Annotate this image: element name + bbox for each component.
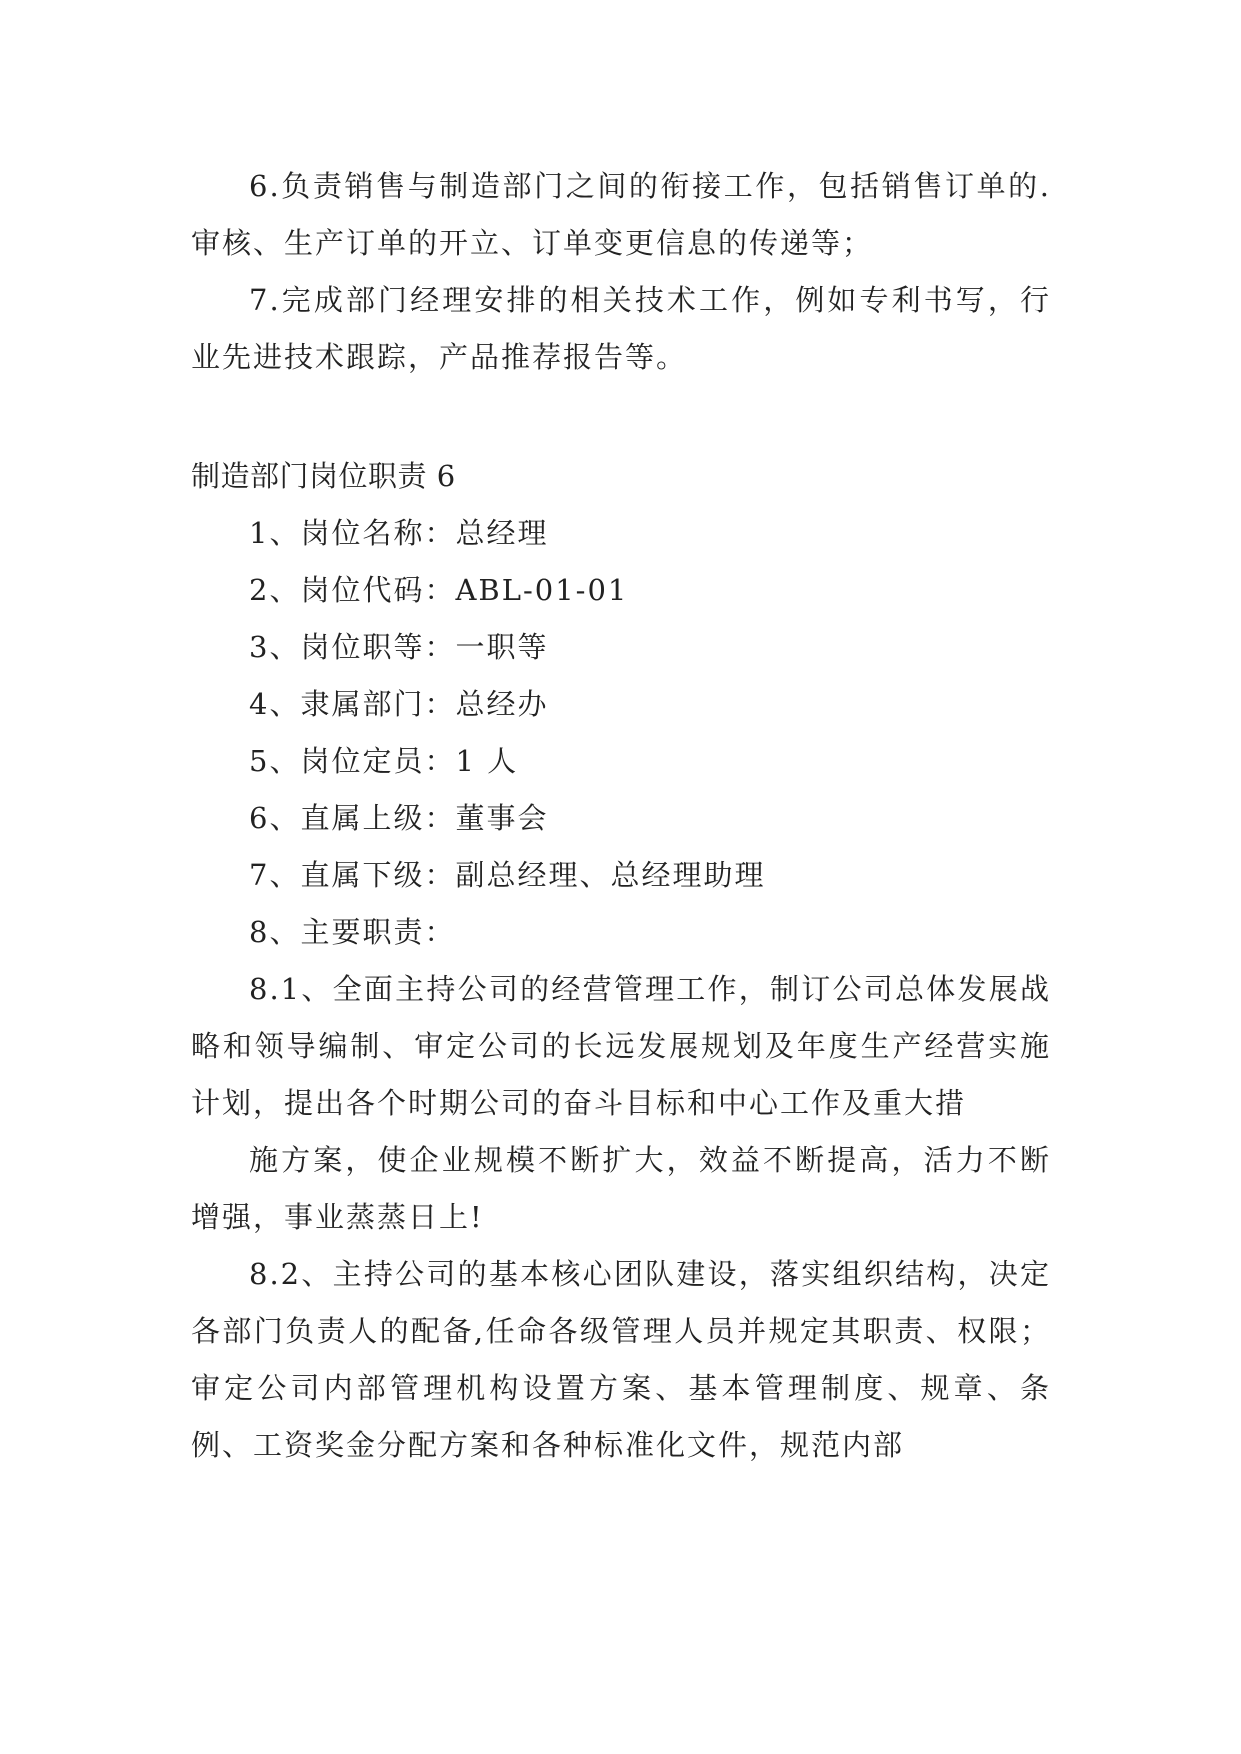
list-item-position-code: 2、岗位代码：ABL-01-01 (249, 573, 629, 607)
list-item-position-name: 1、岗位名称：总经理 (249, 516, 549, 550)
list-item-position-grade: 3、岗位职等：一职等 (249, 630, 549, 664)
section-title: 制造部门岗位职责 6 (191, 459, 456, 493)
duty-8-1: 8.1、全面主持公司的经营管理工作，制订公司总体发展战略和领导编制、审定公司的长远发展规划及年度生产经营实施计划，提出各个时期公司的奋斗目标和中心工作及重大措 (191, 972, 1051, 1120)
list-item-main-duties: 8、主要职责： (249, 915, 456, 949)
duty-8-2: 8.2、主持公司的基本核心团队建设，落实组织结构，决定各部门负责人的配备,任命各级管理人员并规定其职责、权限；审定公司内部管理机构设置方案、基本管理制度、规章、条例、工资奖金分配方案和各种标准化文件，规范内部 (191, 1257, 1051, 1462)
list-item-direct-superior: 6、直属上级：董事会 (249, 801, 549, 835)
document-body (191, 158, 1051, 1474)
paragraph-item-6: 6.负责销售与制造部门之间的衔接工作，包括销售订单的.审核、生产订单的开立、订单变更信息的传递等； (191, 169, 1051, 260)
list-item-headcount: 5、岗位定员：1 人 (249, 744, 519, 778)
list-item-direct-subordinates: 7、直属下级：副总经理、总经理助理 (249, 858, 766, 892)
list-item-department: 4、隶属部门：总经办 (249, 687, 549, 721)
duty-8-1-continued: 施方案，使企业规模不断扩大，效益不断提高，活力不断增强，事业蒸蒸日上! (191, 1143, 1051, 1234)
section-gap (191, 386, 1051, 448)
paragraph-item-7: 7.完成部门经理安排的相关技术工作，例如专利书写，行业先进技术跟踪，产品推荐报告等。 (191, 283, 1051, 374)
